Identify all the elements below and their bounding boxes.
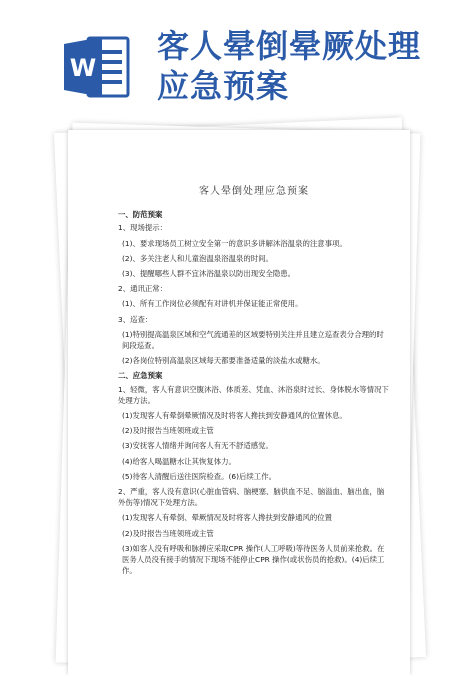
document-line: (2)及时报告当班领班或主管 [122,426,214,436]
section-heading: 二、应急预案 [118,371,163,381]
document-line: 1、现场提示： [118,223,168,233]
word-icon-letter: W [69,54,97,82]
document-line: 1、轻微，客人有意识空腹沐浴、体质差、凭血、沐浴泉时过长、身体脱水等情况下处理方法。 [118,384,389,405]
document-line: (2)、多关注老人和儿童泡温泉浴温泉的时间。 [122,253,273,263]
document-line: (2)及时报告当班领班或主管 [122,528,214,538]
document-body [118,186,390,580]
document-line: (1)发现客人有晕倒、晕厥情况及时将客人搀扶到安静通风的位置 [122,513,333,523]
document-line: (1)特别提高温泉区域和空气流通差的区域要特别关注并且建立巡查表分合理的时间段巡查。 [122,329,384,351]
page-title [157,26,457,106]
document-line: 2、严重，客人没有意识(心脏血管病、脑梗塞、脑供血不足、脑溢血、脑出血，脑外伤等)情况下处理方法。 [118,487,385,508]
section-heading: 一、防范预案 [118,210,163,220]
title-line-2: 应急预案 [157,67,290,105]
word-document-icon [62,32,132,102]
document-line: (1)、要求现场员工树立安全第一的意识多讲解沐浴温泉的注意事项。 [122,238,347,248]
document-line: (1)发现客人有晕倒晕厥情况及时将客人搀扶到安静通风的位置休息。 [122,411,347,421]
document-line: (3)安抚客人情绪并询问客人有无不舒适感觉。 [122,441,273,451]
document-line: (3)如客人没有呼吸和脉搏应采取CPR 操作(人工呼吸)等待医务人员前来抢救。在医务人员没有接手的情况下现场不能停止CPR 操作(或状伤员的抢救)。(4)后续工作。 [122,543,385,576]
document-line: (3)、提醒哪些人群不宜沐浴温泉以防出现安全隐患。 [122,269,296,279]
document-line: (2)各岗位特别高温泉区域每天都要准备适量的淡盐水或糖水。 [122,356,325,366]
document-heading: 客人晕倒处理应急预案 [199,186,309,197]
title-line-1: 客人晕倒晕厥处理 [157,27,422,65]
document-line: (5)待客人清醒后送往医院检查。(6)后续工作。 [122,471,276,481]
document-line: (1)、所有工作岗位必须配有对讲机并保证能正常使用。 [122,299,303,309]
document-line: (4)给客人喝温糖水让其恢复体力。 [122,456,236,466]
document-line: 3、巡查： [118,314,153,324]
document-line: 2、通讯正常： [118,284,168,294]
document-lines [118,209,390,576]
